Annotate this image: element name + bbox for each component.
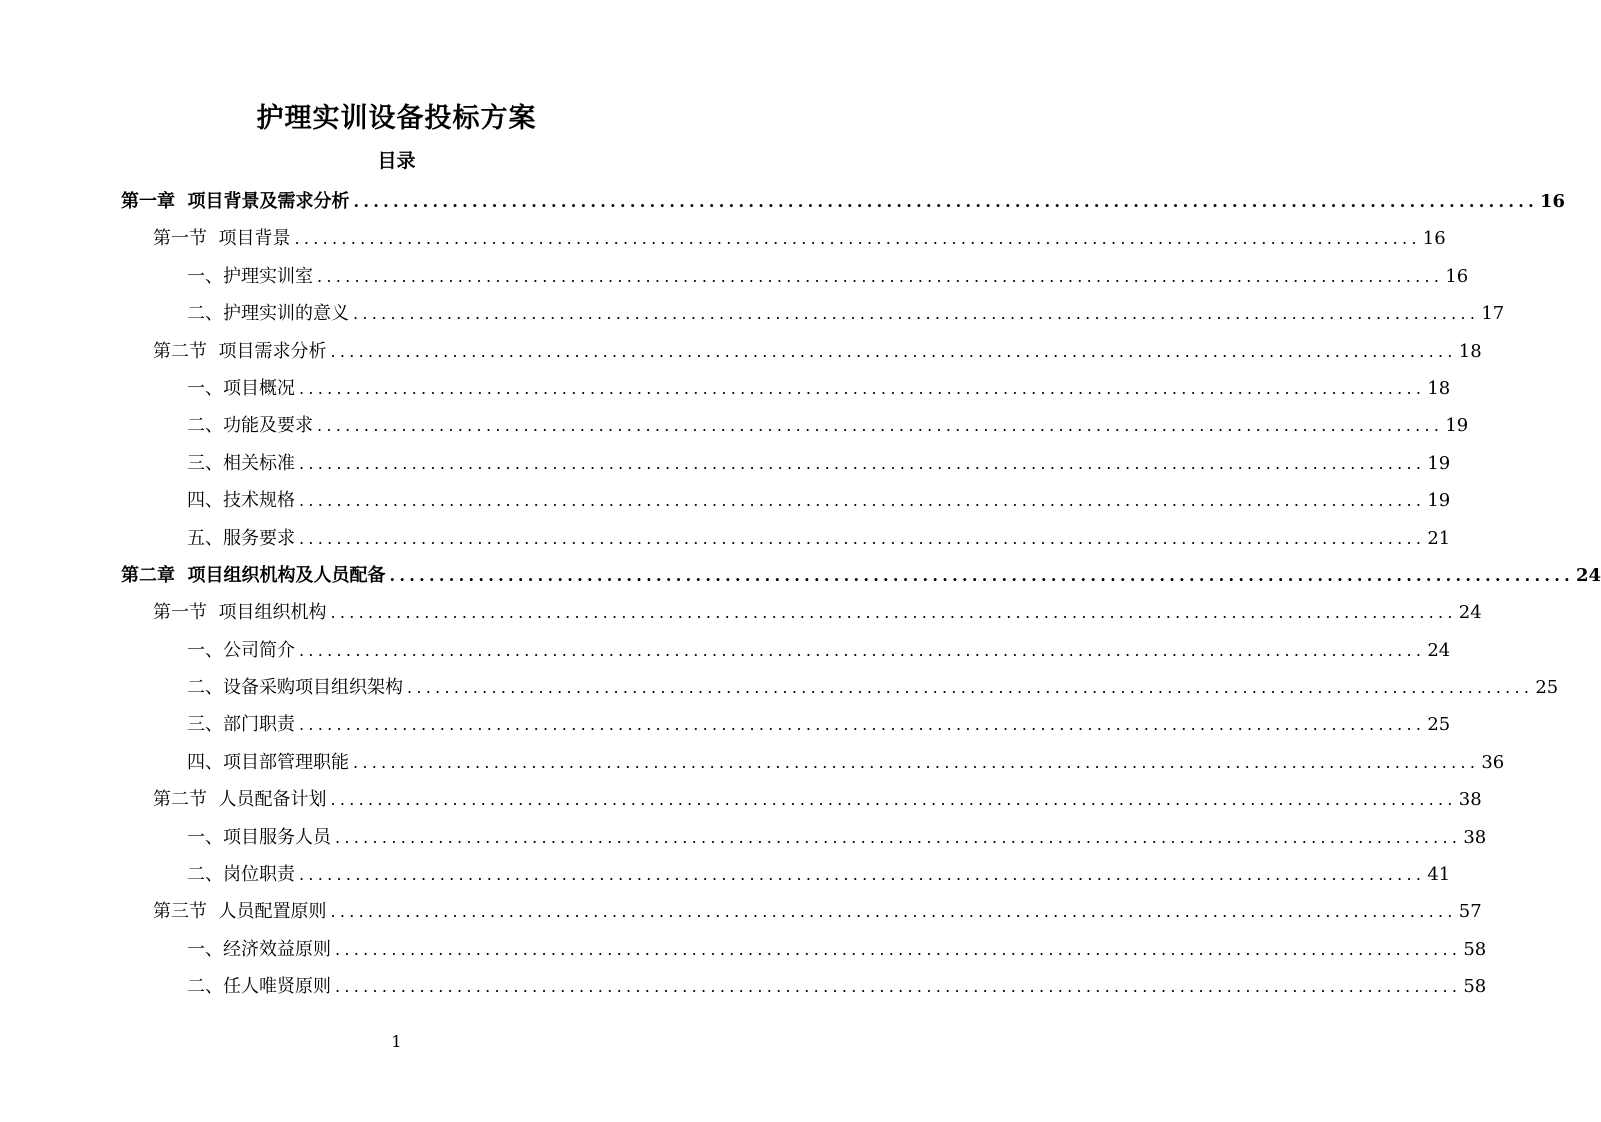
toc-leader-dots: ........................................................................................................................ (335, 939, 1462, 959)
toc-entry[interactable] (121, 893, 1482, 930)
toc-leader-dots: ........................................................................................................................ (330, 341, 1457, 361)
toc-entry-page: 58 (1463, 976, 1487, 998)
toc-entry[interactable] (121, 968, 1487, 1005)
toc-entry-page: 19 (1427, 452, 1451, 474)
toc-entry-page: 58 (1463, 938, 1487, 960)
toc-entry-page: 25 (1427, 714, 1451, 736)
toc-heading: 目录 (377, 150, 416, 172)
toc-leader-dots: ........................................................................................................................ (335, 977, 1462, 997)
toc-entry-page: 25 (1535, 677, 1559, 699)
toc-entry[interactable] (121, 407, 1469, 444)
toc-leader-dots: ........................................................................................................................ (353, 304, 1480, 324)
toc-entry-label: 第三节 人员配置原则 (153, 901, 327, 923)
toc-entry-label: 四、项目部管理职能 (187, 751, 349, 773)
toc-entry-page: 16 (1539, 191, 1566, 212)
toc-entry-label: 第二节 人员配备计划 (153, 789, 327, 811)
toc-leader-dots: ........................................................................................................................ (389, 565, 1574, 585)
toc-entry-label: 第一节 项目背景 (153, 228, 291, 250)
toc-entry-label: 二、岗位职责 (187, 864, 295, 886)
toc-leader-dots: ........................................................................................................................ (330, 603, 1457, 623)
toc-entry[interactable] (121, 632, 1451, 669)
toc-entry[interactable] (121, 819, 1487, 856)
toc-leader-dots: ........................................................................................................................ (353, 192, 1538, 211)
toc-leader-dots: ........................................................................................................................ (299, 528, 1426, 548)
toc-entry-label: 第一章 项目背景及需求分析 (121, 191, 350, 212)
toc-entry-page: 36 (1481, 751, 1505, 773)
toc-entry-page: 24 (1427, 639, 1451, 661)
toc-entry-page: 18 (1458, 340, 1482, 362)
toc-entry-page: 38 (1458, 789, 1482, 811)
toc-entry-page: 16 (1422, 228, 1446, 250)
toc-leader-dots: ........................................................................................................................ (330, 902, 1457, 922)
toc-entry-label: 第一节 项目组织机构 (153, 602, 327, 624)
table-of-contents (121, 183, 1601, 1006)
toc-entry-page: 19 (1445, 415, 1469, 437)
toc-entry-label: 四、技术规格 (187, 490, 295, 512)
toc-leader-dots: ........................................................................................................................ (299, 865, 1426, 885)
toc-entry-page: 41 (1427, 864, 1451, 886)
toc-leader-dots: ........................................................................................................................ (299, 640, 1426, 660)
toc-leader-dots: ........................................................................................................................ (407, 678, 1534, 698)
toc-leader-dots: ........................................................................................................................ (294, 229, 1421, 249)
toc-leader-dots: ........................................................................................................................ (299, 378, 1426, 398)
toc-entry-label: 三、部门职责 (187, 714, 295, 736)
toc-leader-dots: ........................................................................................................................ (335, 827, 1462, 847)
toc-entry[interactable] (121, 258, 1469, 295)
toc-entry[interactable] (121, 744, 1505, 781)
toc-entry-page: 24 (1458, 602, 1482, 624)
page-number: 1 (391, 1032, 402, 1051)
toc-entry[interactable] (121, 183, 1566, 220)
toc-entry-page: 57 (1458, 901, 1482, 923)
toc-entry-page: 17 (1481, 303, 1505, 325)
toc-leader-dots: ........................................................................................................................ (330, 790, 1457, 810)
toc-entry-page: 24 (1575, 564, 1601, 586)
toc-entry[interactable] (121, 333, 1482, 370)
toc-entry[interactable] (121, 931, 1487, 968)
toc-entry-label: 二、护理实训的意义 (187, 303, 349, 325)
toc-entry-label: 一、公司简介 (187, 639, 295, 661)
toc-entry[interactable] (121, 594, 1482, 631)
toc-leader-dots: ........................................................................................................................ (299, 715, 1426, 735)
toc-entry-page: 19 (1427, 490, 1451, 512)
toc-entry-page: 21 (1427, 527, 1451, 549)
document-title: 护理实训设备投标方案 (256, 103, 537, 134)
toc-entry[interactable] (121, 856, 1451, 893)
toc-entry-label: 二、任人唯贤原则 (187, 976, 331, 998)
toc-entry-label: 第二章 项目组织机构及人员配备 (121, 564, 386, 586)
toc-entry-page: 18 (1427, 377, 1451, 399)
toc-entry-label: 第二节 项目需求分析 (153, 340, 327, 362)
toc-entry-label: 一、项目服务人员 (187, 826, 331, 848)
toc-entry[interactable] (121, 370, 1451, 407)
toc-entry[interactable] (121, 295, 1505, 332)
toc-entry-label: 一、护理实训室 (187, 265, 313, 287)
toc-entry-label: 三、相关标准 (187, 452, 295, 474)
toc-leader-dots: ........................................................................................................................ (299, 491, 1426, 511)
toc-entry-label: 二、功能及要求 (187, 415, 313, 437)
toc-entry[interactable] (121, 520, 1451, 557)
toc-leader-dots: ........................................................................................................................ (299, 453, 1426, 473)
toc-entry[interactable] (121, 220, 1446, 257)
toc-entry[interactable] (121, 781, 1482, 818)
toc-entry-page: 16 (1445, 265, 1469, 287)
toc-entry[interactable] (121, 706, 1451, 743)
toc-entry[interactable] (121, 445, 1451, 482)
toc-entry[interactable] (121, 669, 1559, 706)
toc-entry-label: 一、项目概况 (187, 377, 295, 399)
toc-leader-dots: ........................................................................................................................ (317, 416, 1444, 436)
toc-entry-label: 二、设备采购项目组织架构 (187, 677, 403, 699)
toc-entry-label: 五、服务要求 (187, 527, 295, 549)
toc-entry[interactable] (121, 482, 1451, 519)
toc-entry[interactable] (121, 557, 1601, 594)
toc-leader-dots: ........................................................................................................................ (353, 752, 1480, 772)
toc-leader-dots: ........................................................................................................................ (317, 266, 1444, 286)
toc-entry-label: 一、经济效益原则 (187, 938, 331, 960)
toc-entry-page: 38 (1463, 826, 1487, 848)
